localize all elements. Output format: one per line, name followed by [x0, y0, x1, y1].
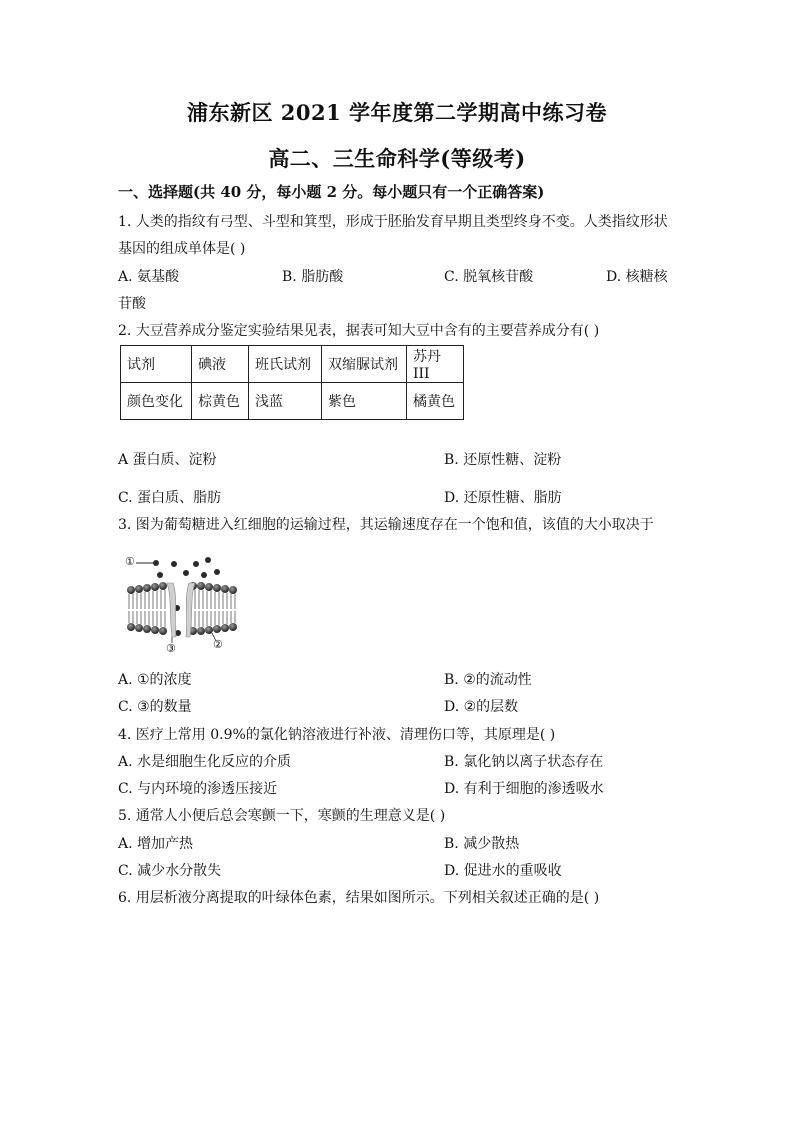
q1-option-d: D. 核糖核 — [606, 269, 668, 285]
q4-option-c: C. 与内环境的渗透压接近 — [118, 781, 278, 797]
table-cell: 橘黄色 — [407, 383, 464, 420]
q2-option-d: D. 还原性糖、脂肪 — [444, 490, 562, 506]
q5-option-d: D. 促进水的重吸收 — [444, 863, 562, 879]
table-cell: 浅蓝 — [249, 383, 322, 420]
q1-option-a: A. 氨基酸 — [118, 269, 180, 285]
q3-option-a: A. ①的浓度 — [118, 672, 192, 688]
figure-label-2: ② — [213, 638, 223, 651]
table-cell: 紫色 — [322, 383, 407, 420]
page-title: 浦东新区 2021 学年度第二学期高中练习卷 — [186, 100, 608, 125]
q2-option-a: A 蛋白质、淀粉 — [118, 452, 217, 468]
q1-option-d-continued: 苷酸 — [118, 296, 146, 312]
phospholipid-heads-upper — [127, 582, 237, 594]
q4-option-a: A. 水是细胞生化反应的介质 — [118, 754, 292, 770]
q1-option-c: C. 脱氧核苷酸 — [444, 269, 534, 285]
figure-label-3: ③ — [166, 642, 176, 655]
q3-option-d: D. ②的层数 — [444, 699, 519, 715]
q2-option-c: C. 蛋白质、脂肪 — [118, 490, 222, 506]
phospholipid-heads-lower — [127, 623, 237, 635]
carrier-protein — [167, 583, 195, 637]
q4-stem: 4. 医疗上常用 0.9%的氯化钠溶液进行补液、清理伤口等，其原理是( ) — [118, 727, 556, 743]
table-row — [121, 346, 464, 383]
q4-option-d: D. 有利于细胞的渗透吸水 — [444, 781, 604, 797]
q3-option-b: B. ②的流动性 — [444, 672, 532, 688]
q3-stem: 3. 图为葡萄糖进入红细胞的运输过程，其运输速度存在一个饱和值，该值的大小取决于 — [118, 517, 654, 533]
figure-label-1: ① — [125, 555, 135, 568]
phospholipid-tails — [129, 590, 235, 627]
q5-stem: 5. 通常人小便后总会寒颤一下，寒颤的生理意义是( ) — [118, 808, 446, 824]
q2-reagent-table — [120, 345, 464, 420]
page-subtitle: 高二、三生命科学(等级考) — [268, 146, 526, 171]
q4-option-b: B. 氯化钠以离子状态存在 — [444, 754, 604, 770]
q2-option-b: B. 还原性糖、淀粉 — [444, 452, 562, 468]
q6-stem: 6. 用层析液分离提取的叶绿体色素，结果如图所示。下列相关叙述正确的是( ) — [118, 890, 600, 906]
q5-option-b: B. 减少散热 — [444, 836, 520, 852]
q5-option-c: C. 减少水分散失 — [118, 863, 222, 879]
table-cell: 苏丹III — [407, 346, 464, 383]
q1-option-b: B. 脂肪酸 — [282, 269, 344, 285]
q2-stem: 2. 大豆营养成分鉴定实验结果见表，据表可知大豆中含有的主要营养成分有( ) — [118, 323, 600, 339]
q1-stem-line1: 1. 人类的指纹有弓型、斗型和箕型，形成于胚胎发育早期且类型终身不变。人类指纹形状 — [118, 214, 668, 230]
table-cell: 棕黄色 — [192, 383, 249, 420]
table-cell: 试剂 — [121, 346, 192, 383]
q5-option-a: A. 增加产热 — [118, 836, 194, 852]
table-cell: 双缩脲试剂 — [322, 346, 407, 383]
table-row — [121, 383, 464, 420]
table-cell: 颜色变化 — [121, 383, 192, 420]
table-cell: 班氏试剂 — [249, 346, 322, 383]
q3-option-c: C. ③的数量 — [118, 699, 192, 715]
section-heading: 一、选择题(共 40 分，每小题 2 分。每小题只有一个正确答案) — [118, 183, 545, 201]
q1-stem-line2: 基因的组成单体是( ) — [118, 241, 246, 257]
table-cell: 碘液 — [192, 346, 249, 383]
